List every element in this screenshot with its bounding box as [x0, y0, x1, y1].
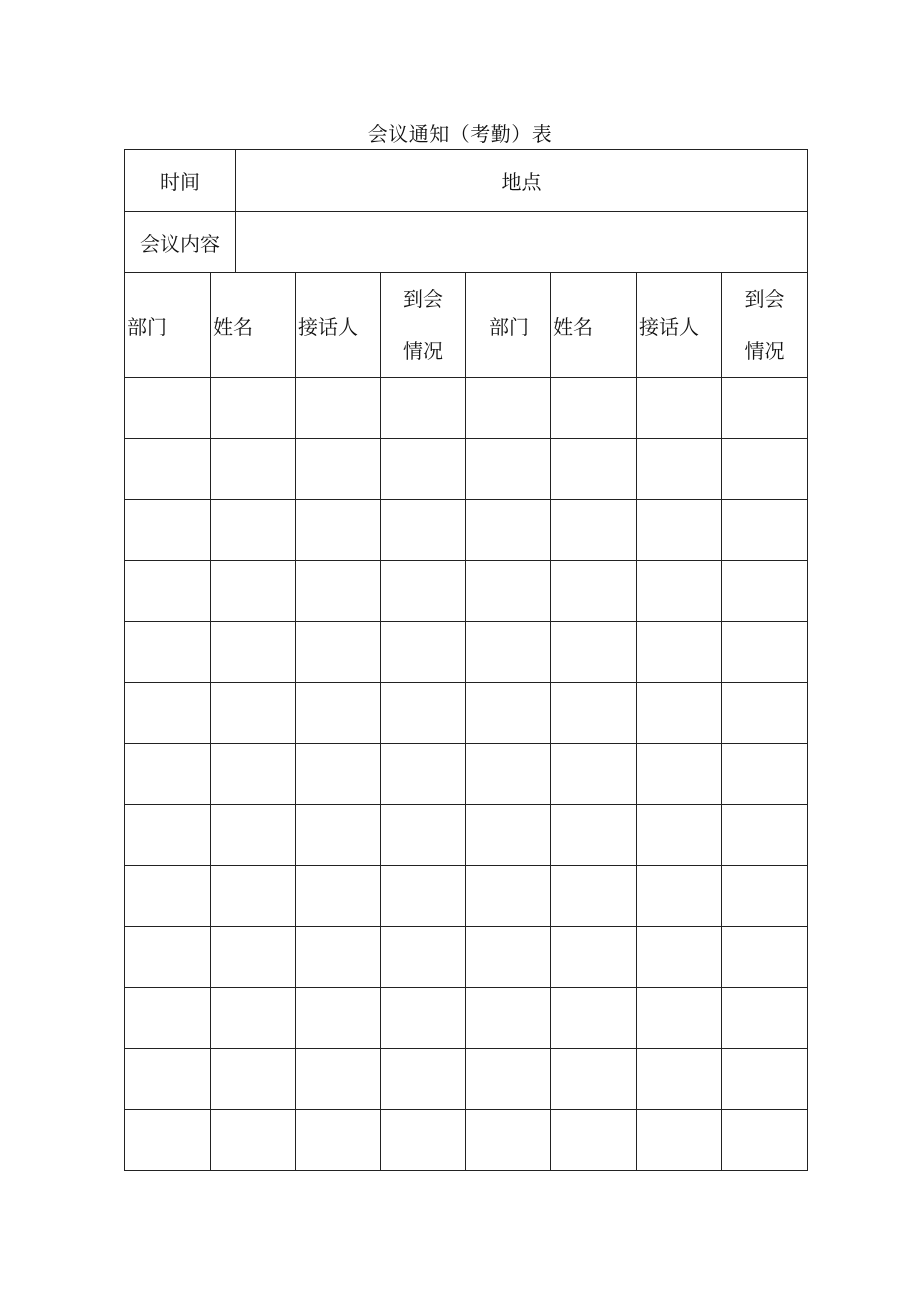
table-cell[interactable]: [381, 744, 466, 805]
table-cell[interactable]: [296, 500, 381, 561]
table-cell[interactable]: [722, 500, 808, 561]
table-cell[interactable]: [211, 866, 296, 927]
table-cell[interactable]: [296, 805, 381, 866]
header-attendance-1: [381, 273, 466, 378]
table-cell[interactable]: [466, 1049, 551, 1110]
table-row: [125, 1110, 808, 1171]
table-cell[interactable]: [722, 805, 808, 866]
table-cell[interactable]: [637, 561, 722, 622]
header-attendance-1-line1: 到会: [403, 287, 443, 311]
table-cell[interactable]: [381, 378, 466, 439]
table-cell[interactable]: [637, 988, 722, 1049]
table-cell[interactable]: [722, 866, 808, 927]
table-cell[interactable]: [637, 866, 722, 927]
table-row: [125, 744, 808, 805]
table-cell[interactable]: [551, 561, 637, 622]
table-cell[interactable]: [637, 622, 722, 683]
table-cell[interactable]: [466, 683, 551, 744]
table-cell[interactable]: [211, 744, 296, 805]
table-cell[interactable]: [381, 988, 466, 1049]
header-name-1: 姓名: [211, 273, 296, 378]
table-cell[interactable]: [211, 439, 296, 500]
table-cell[interactable]: [551, 378, 637, 439]
table-cell[interactable]: [211, 683, 296, 744]
table-cell[interactable]: [211, 500, 296, 561]
header-receiver-1: 接话人: [296, 273, 381, 378]
table-cell[interactable]: [466, 561, 551, 622]
header-name-2: 姓名: [551, 273, 637, 378]
meeting-content-label: 会议内容: [125, 212, 236, 273]
table-cell[interactable]: [722, 439, 808, 500]
table-cell[interactable]: [381, 805, 466, 866]
table-cell[interactable]: [125, 683, 211, 744]
table-cell[interactable]: [296, 561, 381, 622]
table-cell[interactable]: [125, 500, 211, 561]
header-attendance-2-line2: 情况: [744, 339, 785, 363]
table-cell[interactable]: [551, 744, 637, 805]
table-cell[interactable]: [296, 378, 381, 439]
table-cell[interactable]: [551, 622, 637, 683]
table-row: [125, 988, 808, 1049]
table-cell[interactable]: [381, 1110, 466, 1171]
location-label: 地点: [236, 150, 808, 212]
table-row: [125, 561, 808, 622]
table-cell[interactable]: [211, 988, 296, 1049]
table-cell[interactable]: [125, 439, 211, 500]
table-cell[interactable]: [125, 1049, 211, 1110]
table-cell[interactable]: [637, 683, 722, 744]
table-row: [125, 927, 808, 988]
table-cell[interactable]: [637, 1049, 722, 1110]
table-cell[interactable]: [466, 500, 551, 561]
table-cell[interactable]: [551, 988, 637, 1049]
table-cell[interactable]: [466, 744, 551, 805]
table-cell[interactable]: [125, 988, 211, 1049]
table-cell[interactable]: [125, 927, 211, 988]
table-cell[interactable]: [296, 1110, 381, 1171]
table-cell[interactable]: [466, 378, 551, 439]
table-cell[interactable]: [296, 927, 381, 988]
table-cell[interactable]: [722, 683, 808, 744]
meeting-attendance-table: [124, 149, 808, 1171]
table-cell[interactable]: [722, 561, 808, 622]
time-location-row: [125, 150, 808, 212]
header-attendance-2-line1: 到会: [744, 287, 785, 311]
table-cell[interactable]: [381, 866, 466, 927]
table-cell[interactable]: [722, 378, 808, 439]
table-cell[interactable]: [211, 805, 296, 866]
table-cell[interactable]: [296, 988, 381, 1049]
table-cell[interactable]: [125, 378, 211, 439]
table-row: [125, 805, 808, 866]
table-cell[interactable]: [211, 378, 296, 439]
table-row: [125, 1049, 808, 1110]
table-cell[interactable]: [551, 500, 637, 561]
table-cell[interactable]: [125, 1110, 211, 1171]
table-cell[interactable]: [637, 805, 722, 866]
header-attendance-2: [722, 273, 808, 378]
table-cell[interactable]: [722, 1110, 808, 1171]
table-cell[interactable]: [466, 927, 551, 988]
table-cell[interactable]: [722, 988, 808, 1049]
table-cell[interactable]: [296, 1049, 381, 1110]
table-cell[interactable]: [381, 1049, 466, 1110]
table-cell[interactable]: [466, 988, 551, 1049]
table-row: [125, 378, 808, 439]
table-cell[interactable]: [296, 866, 381, 927]
meeting-content-field[interactable]: [236, 212, 808, 273]
table-row: [125, 622, 808, 683]
table-cell[interactable]: [381, 439, 466, 500]
table-cell[interactable]: [551, 927, 637, 988]
table-cell[interactable]: [722, 1049, 808, 1110]
table-cell[interactable]: [381, 683, 466, 744]
table-cell[interactable]: [125, 622, 211, 683]
table-cell[interactable]: [637, 500, 722, 561]
table-row: [125, 439, 808, 500]
table-cell[interactable]: [551, 439, 637, 500]
table-cell[interactable]: [551, 683, 637, 744]
page-title: 会议通知（考勤）表: [367, 122, 553, 146]
header-attendance-1-line2: 情况: [403, 339, 443, 363]
table-cell[interactable]: [637, 1110, 722, 1171]
table-cell[interactable]: [296, 622, 381, 683]
table-cell[interactable]: [637, 744, 722, 805]
table-cell[interactable]: [722, 744, 808, 805]
data-rows: [125, 378, 808, 1171]
table-cell[interactable]: [211, 1049, 296, 1110]
table-cell[interactable]: [381, 561, 466, 622]
table-cell[interactable]: [296, 439, 381, 500]
table-cell[interactable]: [466, 622, 551, 683]
table-cell[interactable]: [722, 622, 808, 683]
table-cell[interactable]: [722, 927, 808, 988]
table-cell[interactable]: [211, 1110, 296, 1171]
table-cell[interactable]: [466, 866, 551, 927]
table-row: [125, 866, 808, 927]
header-receiver-2: 接话人: [637, 273, 722, 378]
table-cell[interactable]: [211, 622, 296, 683]
table-cell[interactable]: [125, 744, 211, 805]
table-row: [125, 500, 808, 561]
table-row: [125, 683, 808, 744]
table-cell[interactable]: [466, 805, 551, 866]
column-header-row: [125, 273, 808, 378]
table-cell[interactable]: [466, 1110, 551, 1171]
table-cell[interactable]: [211, 927, 296, 988]
table-cell[interactable]: [381, 927, 466, 988]
header-dept-2: 部门: [466, 273, 551, 378]
table-cell[interactable]: [551, 866, 637, 927]
table-cell[interactable]: [551, 1110, 637, 1171]
time-label: 时间: [125, 150, 236, 212]
table-cell[interactable]: [296, 683, 381, 744]
table-cell[interactable]: [637, 927, 722, 988]
table-cell[interactable]: [381, 622, 466, 683]
header-dept-1: 部门: [125, 273, 211, 378]
table-cell[interactable]: [125, 805, 211, 866]
table-cell[interactable]: [551, 1049, 637, 1110]
table-cell[interactable]: [125, 866, 211, 927]
table-cell[interactable]: [211, 561, 296, 622]
table-cell[interactable]: [551, 805, 637, 866]
table-cell[interactable]: [637, 439, 722, 500]
table-cell[interactable]: [125, 561, 211, 622]
meeting-content-row: [125, 212, 808, 273]
table-cell[interactable]: [637, 378, 722, 439]
table-cell[interactable]: [381, 500, 466, 561]
table-cell[interactable]: [296, 744, 381, 805]
table-cell[interactable]: [466, 439, 551, 500]
